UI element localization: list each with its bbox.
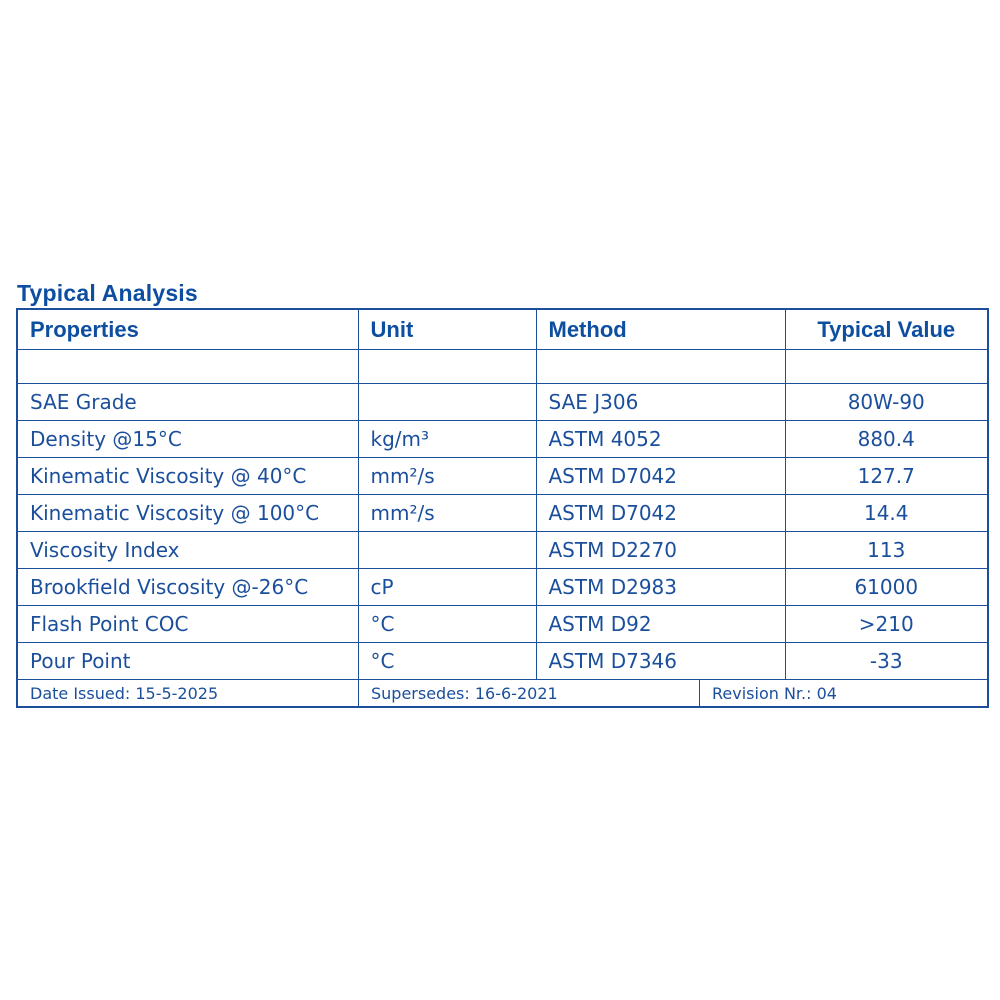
property-cell: Flash Point COC (18, 606, 358, 643)
document-footer (18, 679, 987, 706)
empty-cell (785, 350, 987, 384)
header-properties: Properties (18, 310, 358, 350)
property-cell: Pour Point (18, 643, 358, 680)
value-cell: -33 (785, 643, 987, 680)
unit-cell: mm²/s (358, 495, 536, 532)
empty-cell (536, 350, 785, 384)
date-issued: Date Issued: 15-5-2025 (18, 680, 359, 706)
value-cell: 113 (785, 532, 987, 569)
typical-analysis-table (16, 308, 989, 708)
analysis-table (18, 310, 987, 679)
method-cell: ASTM D7346 (536, 643, 785, 680)
table-row (18, 569, 987, 606)
value-cell: 61000 (785, 569, 987, 606)
property-cell: Kinematic Viscosity @ 100°C (18, 495, 358, 532)
method-cell: ASTM D2983 (536, 569, 785, 606)
property-cell: SAE Grade (18, 384, 358, 421)
empty-cell (358, 350, 536, 384)
unit-cell: °C (358, 606, 536, 643)
value-cell: 14.4 (785, 495, 987, 532)
property-cell: Viscosity Index (18, 532, 358, 569)
unit-cell (358, 384, 536, 421)
method-cell: ASTM D7042 (536, 458, 785, 495)
empty-row (18, 350, 987, 384)
table-row (18, 384, 987, 421)
method-cell: ASTM D92 (536, 606, 785, 643)
unit-cell: kg/m³ (358, 421, 536, 458)
header-row (18, 310, 987, 350)
header-method: Method (536, 310, 785, 350)
empty-cell (18, 350, 358, 384)
value-cell: 880.4 (785, 421, 987, 458)
header-unit: Unit (358, 310, 536, 350)
property-cell: Brookfield Viscosity @-26°C (18, 569, 358, 606)
method-cell: ASTM D2270 (536, 532, 785, 569)
method-cell: ASTM D7042 (536, 495, 785, 532)
unit-cell: cP (358, 569, 536, 606)
supersedes: Supersedes: 16-6-2021 (359, 680, 700, 706)
unit-cell (358, 532, 536, 569)
value-cell: 127.7 (785, 458, 987, 495)
table-row (18, 421, 987, 458)
header-typical-value: Typical Value (785, 310, 987, 350)
table-row (18, 458, 987, 495)
property-cell: Density @15°C (18, 421, 358, 458)
method-cell: SAE J306 (536, 384, 785, 421)
property-cell: Kinematic Viscosity @ 40°C (18, 458, 358, 495)
revision-number: Revision Nr.: 04 (712, 683, 837, 703)
table-row (18, 643, 987, 680)
value-cell: 80W-90 (785, 384, 987, 421)
value-cell: >210 (785, 606, 987, 643)
table-row (18, 495, 987, 532)
unit-cell: mm²/s (358, 458, 536, 495)
table-row (18, 606, 987, 643)
section-title: Typical Analysis (17, 280, 198, 306)
unit-cell: °C (358, 643, 536, 680)
table-row (18, 532, 987, 569)
method-cell: ASTM 4052 (536, 421, 785, 458)
